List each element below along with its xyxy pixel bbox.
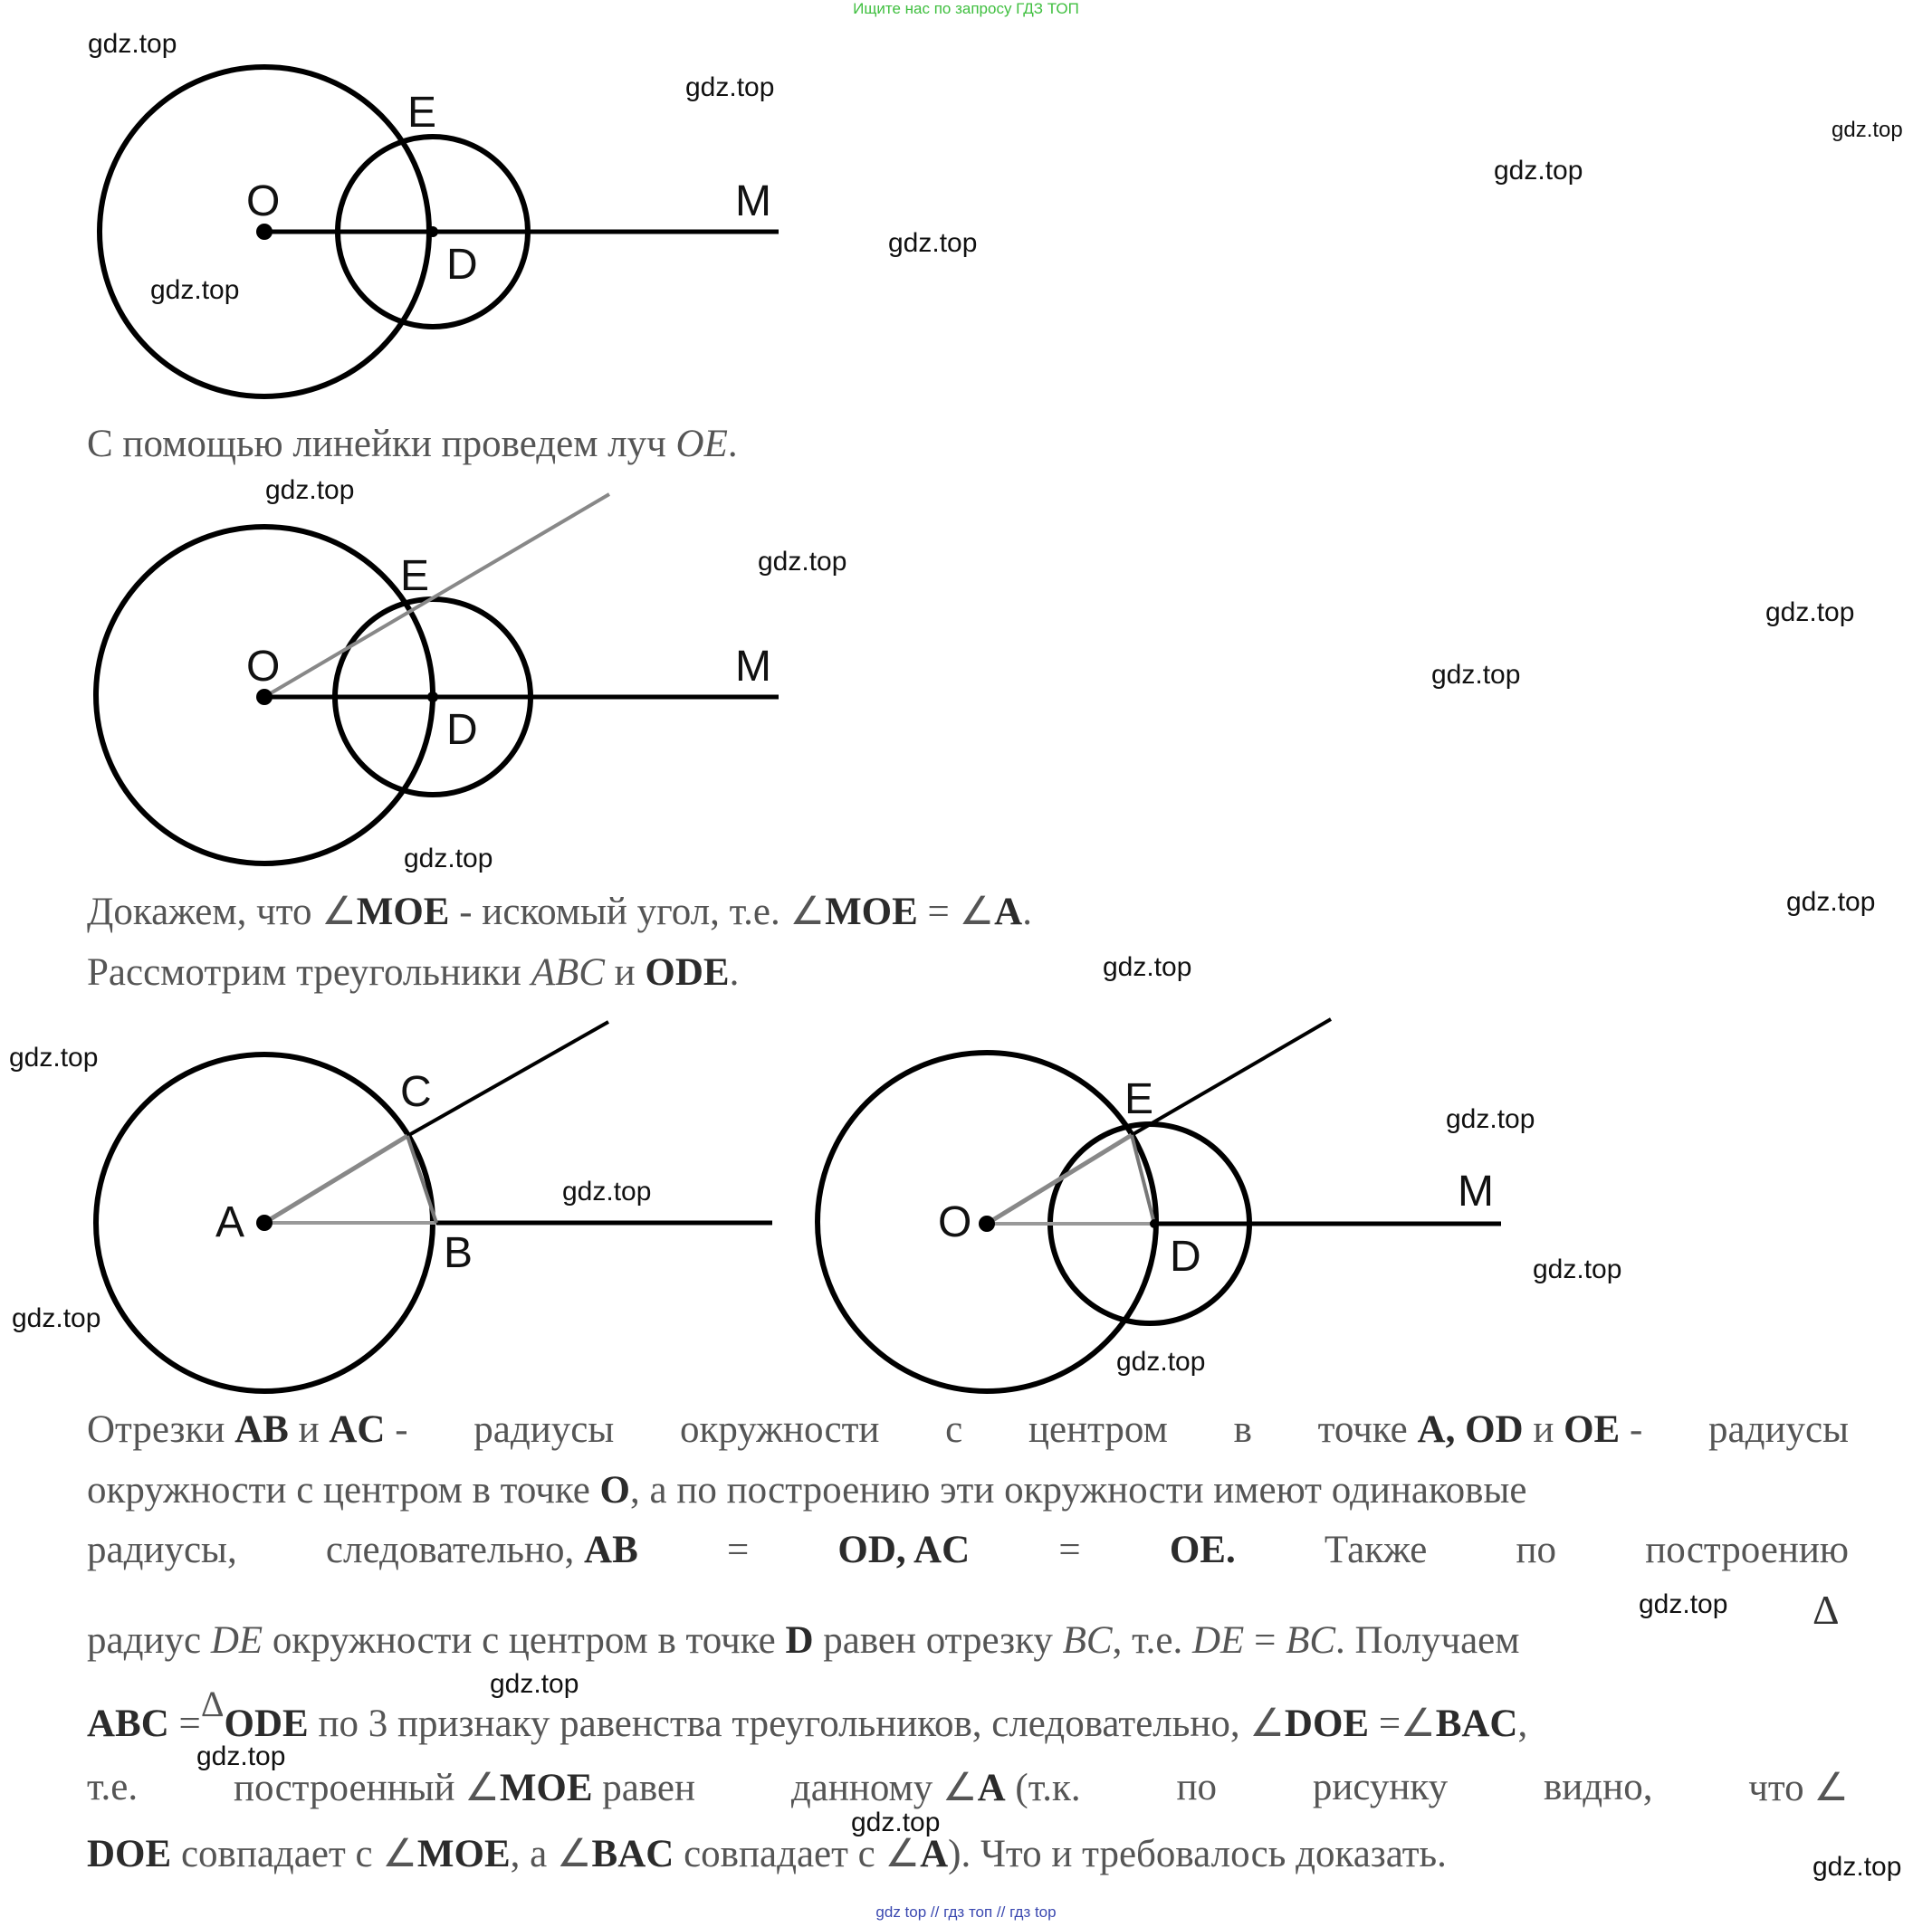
figure-2 bbox=[96, 494, 779, 863]
watermark: gdz.top bbox=[1446, 1104, 1535, 1134]
watermark: gdz.top bbox=[12, 1303, 101, 1333]
fig2-label-o: O bbox=[246, 643, 281, 691]
watermark: gdz.top bbox=[562, 1177, 652, 1207]
fig2-label-m: M bbox=[735, 643, 771, 691]
proof-line-2: окружности с центром в точке O, а по построению эти окружности имеют одинаковые bbox=[87, 1469, 1527, 1512]
watermark: gdz.top bbox=[88, 29, 177, 59]
proof-line-3: радиусы, следовательно, AB = OD, AC = OE. Также по построению bbox=[87, 1529, 1849, 1571]
header-note: Ищите нас по запросу ГДЗ ТОП bbox=[853, 0, 1079, 17]
fig4-label-o: O bbox=[938, 1198, 972, 1246]
watermark: gdz.top bbox=[150, 275, 240, 305]
watermark: gdz.top bbox=[1786, 887, 1876, 917]
fig3-label-c: C bbox=[400, 1068, 432, 1116]
fig2-label-e: E bbox=[400, 552, 430, 600]
watermark: gdz.top bbox=[1765, 597, 1855, 627]
fig4-label-m: M bbox=[1458, 1168, 1494, 1216]
fig3-label-b: B bbox=[444, 1229, 473, 1277]
watermark: gdz.top bbox=[685, 72, 775, 102]
fig4-label-d: D bbox=[1170, 1233, 1201, 1281]
watermark: gdz.top bbox=[1116, 1347, 1206, 1377]
delta-symbol-1: Δ bbox=[1812, 1587, 1840, 1633]
consider-triangles: Рассмотрим треугольники ABC и ODE. bbox=[87, 951, 740, 994]
watermark: gdz.top bbox=[196, 1741, 286, 1771]
watermark: gdz.top bbox=[404, 844, 493, 873]
watermark: gdz.top bbox=[1812, 1852, 1902, 1882]
proof-line-6: т.е. построенный ∠MOE равен данному ∠A (т.к. по рисунку видно, что ∠ bbox=[87, 1766, 1849, 1809]
figure-1 bbox=[100, 67, 779, 396]
fig3-label-a: A bbox=[215, 1198, 245, 1246]
proof-line-1: Отрезки AB и AC - радиусы окружности с центром в точке A, OD и OE - радиусы bbox=[87, 1408, 1849, 1451]
fig1-label-d: D bbox=[446, 241, 478, 289]
fig4-label-e: E bbox=[1124, 1075, 1154, 1123]
watermark: gdz.top bbox=[758, 547, 847, 577]
step-draw-ray: С помощью линейки проведем луч OE. bbox=[87, 423, 738, 465]
prove-statement: Докажем, что ∠MOE - искомый угол, т.е. ∠MOE = ∠A. bbox=[87, 891, 1032, 933]
fig2-label-d: D bbox=[446, 706, 478, 754]
watermark: gdz.top bbox=[888, 228, 978, 258]
watermark: gdz.top bbox=[1494, 156, 1583, 186]
proof-line-5: ABC =ΔODE по 3 признаку равенства треугольников, следовательно, ∠DOE =∠BAC, bbox=[87, 1684, 1528, 1745]
fig1-label-m: M bbox=[735, 177, 771, 225]
figure-3 bbox=[96, 1022, 772, 1391]
watermark: gdz.top bbox=[851, 1808, 941, 1837]
fig1-label-e: E bbox=[407, 89, 437, 137]
watermark: gdz.top bbox=[1832, 118, 1903, 142]
watermark: gdz.top bbox=[1103, 952, 1192, 982]
proof-line-7: DOE совпадает с ∠MOE, а ∠BAC совпадает с ∠A). Что и требовалось доказать. bbox=[87, 1833, 1447, 1875]
proof-line-4: радиус DE окружности с центром в точке D равен отрезку BC, т.е. DE = BC. Получаем bbox=[87, 1619, 1520, 1662]
watermark: gdz.top bbox=[9, 1043, 99, 1073]
fig1-label-o: O bbox=[246, 177, 281, 225]
watermark: gdz.top bbox=[265, 475, 355, 505]
footer-note: gdz top // гдз топ // гдз top bbox=[875, 1903, 1057, 1921]
watermark: gdz.top bbox=[1639, 1589, 1728, 1619]
watermark: gdz.top bbox=[1431, 660, 1521, 690]
figure-4 bbox=[818, 1019, 1501, 1391]
watermark: gdz.top bbox=[1533, 1254, 1622, 1284]
watermark: gdz.top bbox=[490, 1669, 579, 1699]
